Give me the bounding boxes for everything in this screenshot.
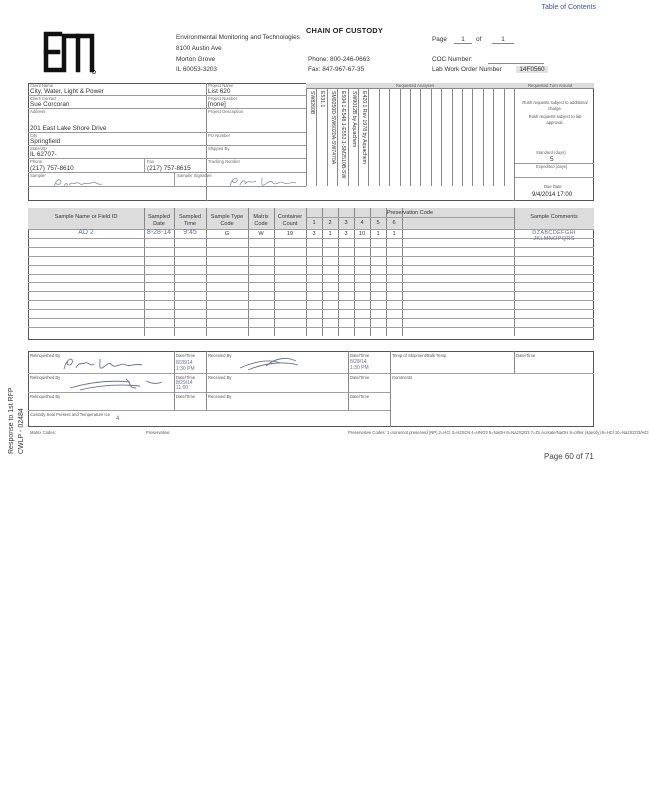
standard-days-field: Standard (days) 5 [514, 150, 594, 164]
preservative-codes: Preservative Codes: 1=none/not preserved (NP) 2=HCl 3=H2SO4 4=HNO3 5=NaOH 6=Na2S2O3 7=Zn Acetate/NaOH 8=other (specify) 9=HCl 10=Na2S2O3/HCl [348, 430, 649, 435]
receive-date-1: 8/28/14 [350, 359, 367, 365]
pres-4: 10 [358, 230, 366, 237]
sample-date: 8-28-14 [146, 229, 172, 236]
due-date-field: Due Date 9/4/2014 17:00 [532, 184, 573, 198]
relinquish-date-2: 8/29/14 [176, 380, 193, 386]
client-name-field: Client Name City, Water, Light & Power [28, 83, 206, 96]
temperature-label: Temp of Shipment/Bulk Temp [392, 353, 447, 358]
comments-label: Comments [392, 375, 413, 380]
container-count: 19 [286, 230, 294, 237]
relinquished-by-label-3: Relinquished By [30, 394, 61, 399]
work-order-number: 14F0560 [516, 66, 548, 73]
datetime-label-4: Date/Time [176, 375, 196, 380]
pres-5: 1 [376, 230, 380, 237]
analysis-column-2: E531.1 [319, 91, 326, 108]
project-name-field: Project Name List 620 [206, 83, 306, 96]
custody-seal-label: Custody Seal Present and Temperature Ice [30, 412, 110, 417]
sampler-handwriting-icon [52, 177, 122, 189]
relinquish-time-2: 11:00 [176, 385, 189, 391]
lab-address-line1: 8100 Austin Ave [176, 45, 222, 52]
expedited-days-field: Expedited (days) [514, 164, 594, 178]
lab-address-line3: IL 60053-3203 [176, 66, 217, 73]
page-number: 1 [454, 36, 472, 44]
rush-note-approval: Rush requests subject to lab approval. [528, 114, 582, 125]
page-footer: Page 60 of 71 [544, 452, 594, 461]
analysis-column-6: E420.1 Rev 1978 by Aquachem [361, 91, 367, 164]
received-by-label-3: Received By [208, 394, 232, 399]
form-title: CHAIN OF CUSTODY [306, 26, 383, 35]
sample-comments-header: Sample Comments [530, 214, 578, 220]
relinquished-by-label-2: Relinquished By [30, 375, 61, 380]
receive-time-1: 1:30 PM [350, 365, 369, 371]
page-label: Page [432, 36, 447, 43]
pres-1: 3 [312, 230, 316, 237]
datetime-label-5: Date/Time [350, 375, 370, 380]
client-address-field: Address 201 East Lake Shore Drive [28, 109, 206, 133]
coc-number-line [488, 63, 544, 64]
preservation-code-1: 1 [312, 220, 316, 226]
side-note-line2: CWLP - 02484 [18, 408, 25, 454]
lab-phone: Phone: 800-246-0663 [308, 56, 370, 63]
tracking-number-field: Tracking Number [206, 159, 306, 173]
sampler-signature-field: Sampler Signature [174, 173, 306, 187]
po-number-field: PO Number [206, 133, 306, 146]
received-by-label-2: Received By [208, 375, 232, 380]
relinquished-by-label-1: Relinquished By [30, 353, 61, 358]
of-label: of [476, 36, 482, 43]
side-note-line1: Response to 1st RFP [8, 387, 15, 454]
analyses-header: Requested Analyses [306, 83, 514, 89]
matrix-codes-label: Matrix Codes: [30, 430, 56, 435]
received-by-label-1: Received By [208, 353, 232, 358]
sample-type: G [224, 230, 230, 237]
sample-header-3: Sampled Time [178, 214, 202, 228]
sample-matrix: W [258, 230, 264, 237]
work-order-label: Lab Work Order Number [432, 66, 502, 73]
client-fax-field: Fax (217) 757-8615 [144, 159, 206, 173]
sampler-signature-icon [228, 175, 298, 188]
analysis-column-5: SW9012B by Aquachem [350, 91, 357, 148]
datetime-label-6: Date/Time [176, 394, 196, 399]
preservation-code-3: 3 [344, 220, 348, 226]
datetime-label-7: Date/Time [350, 394, 370, 399]
pres-3: 3 [344, 230, 348, 237]
lab-address-line2: Morton Grove [176, 56, 216, 63]
side-note [8, 378, 28, 454]
datetime-label-2: Date/Time [350, 353, 370, 358]
page-total: 1 [492, 36, 514, 44]
relinquish-signature-1-icon [60, 355, 150, 372]
relinquish-date-1: 8/28/14 [176, 360, 193, 366]
sample-header-2: Sampled Date [147, 214, 171, 228]
client-phone-field: Phone (217) 757-8610 [28, 159, 144, 173]
preservative-label: Preservative: [146, 430, 171, 435]
shipped-by-field: Shipped By [206, 146, 306, 159]
analysis-column-4: E504.1-E548.1-E552.1-SM2510B-SW [340, 91, 347, 179]
pres-6: 1 [392, 230, 396, 237]
lab-name: Environmental Monitoring and Technologies [176, 34, 300, 41]
table-of-contents-link[interactable]: Table of Contents [541, 4, 596, 11]
preservation-code-6: 6 [392, 220, 396, 226]
chain-of-custody-form [26, 20, 649, 440]
relinquish-signature-2-icon [66, 376, 166, 392]
preservation-code-2: 2 [328, 220, 332, 226]
sampler-field: Sampler [28, 173, 174, 187]
rush-note-charge: Rush requests subject to additional charge. [522, 100, 588, 111]
datetime-label-1: Date/Time [176, 353, 196, 358]
receive-signature-1-icon [236, 355, 326, 372]
pres-2: 1 [328, 230, 332, 237]
sample-header-6: Container Count [277, 214, 303, 228]
preservation-code-4: 4 [360, 220, 364, 226]
analysis-column-3: SM9250D-SW6020A-SW7470A [329, 91, 336, 165]
analysis-column-1: SW8260B [309, 91, 315, 115]
sample-header-4: Sample Type Code [210, 214, 244, 228]
client-contact-field: Client Contact Sue Corcoran [28, 96, 206, 109]
lab-logo-icon [34, 26, 98, 76]
client-city-field: City Springfield [28, 133, 206, 146]
preservation-header: Preservation Code [386, 210, 434, 216]
sample-time: 9:45 [183, 229, 197, 236]
sample-header-1: Sample Name or Field ID [54, 214, 118, 220]
client-state-field: State/Zip IL 62707- [28, 146, 206, 159]
sample-id: AD 2 [78, 229, 94, 236]
coc-number-label: COC Number: [432, 56, 473, 63]
project-description-field: Project Description [206, 109, 306, 133]
lab-fax: Fax: 847-967-67-35 [308, 66, 365, 73]
project-number-field: Project Number [none] [206, 96, 306, 109]
sample-comment: DZABCDEFGHI JKLMNOPQRS [532, 229, 576, 243]
datetime-label-3: Date/Time [516, 353, 536, 358]
relinquish-time-1: 1:30 PM [176, 366, 195, 372]
preservation-code-5: 5 [376, 220, 380, 226]
custody-seal-mark: 4 [116, 416, 120, 422]
turnaround-header: Requested Turn Around [514, 83, 594, 89]
sample-header-5: Matrix Code [253, 214, 269, 228]
